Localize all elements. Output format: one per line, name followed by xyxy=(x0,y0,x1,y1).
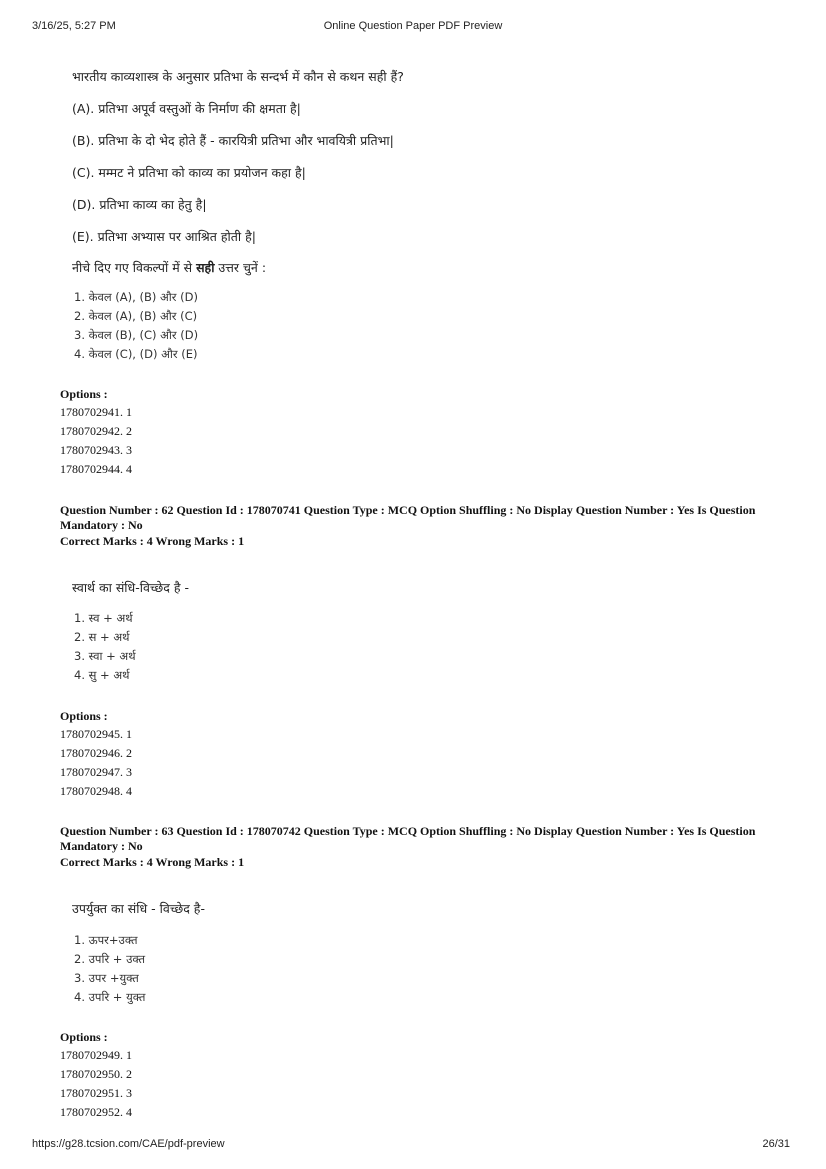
option-id: 1780702941. 1 xyxy=(60,405,132,419)
option-id: 1780702943. 3 xyxy=(60,443,132,457)
footer-url: https://g28.tcsion.com/CAE/pdf-preview xyxy=(32,1138,225,1150)
question-stem: स्वार्थ का संधि-विच्छेद है - xyxy=(72,580,189,595)
question-meta: Question Number : 63 Question Id : 178070742 Question Type : MCQ Option Shuffling : No Display Question Number : Yes Is Question Mandatory : No xyxy=(60,824,756,853)
question-marks: Correct Marks : 4 Wrong Marks : 1 xyxy=(60,534,245,548)
option-id: 1780702947. 3 xyxy=(60,765,132,779)
instruction-text: उत्तर चुनें : xyxy=(214,260,267,275)
answer-choice: 3. स्वा + अर्थ xyxy=(74,649,136,663)
answer-choice: 1. ऊपर+उक्त xyxy=(74,933,138,947)
question-meta: Question Number : 62 Question Id : 178070741 Question Type : MCQ Option Shuffling : No Display Question Number : Yes Is Question Mandatory : No xyxy=(60,503,756,532)
answer-choice: 4. उपरि + युक्त xyxy=(74,990,146,1004)
answer-choice: 4. सु + अर्थ xyxy=(74,668,130,682)
answer-choice: 3. उपर +युक्त xyxy=(74,971,139,985)
question-marks: Correct Marks : 4 Wrong Marks : 1 xyxy=(60,855,245,869)
question-statement: (E). प्रतिभा अभ्यास पर आश्रित होती है| xyxy=(72,229,256,244)
instruction-text: नीचे दिए गए विकल्पों में से xyxy=(72,260,197,275)
option-id: 1780702952. 4 xyxy=(60,1105,132,1119)
answer-choice: 2. केवल (A), (B) और (C) xyxy=(74,309,198,323)
option-id: 1780702946. 2 xyxy=(60,746,132,760)
question-statement: (B). प्रतिभा के दो भेद होते हैं - कारयित्री प्रतिभा और भावयित्री प्रतिभा| xyxy=(72,133,394,148)
instruction-emphasis: सही xyxy=(196,260,215,275)
question-instruction xyxy=(72,259,266,276)
answer-choice: 2. उपरि + उक्त xyxy=(74,952,146,966)
option-id: 1780702942. 2 xyxy=(60,424,132,438)
option-id: 1780702945. 1 xyxy=(60,727,132,741)
answer-choice: 4. केवल (C), (D) और (E) xyxy=(74,347,198,361)
print-datetime: 3/16/25, 5:27 PM xyxy=(32,20,116,32)
question-statement: (C). मम्मट ने प्रतिभा को काव्य का प्रयोजन कहा है| xyxy=(72,165,306,180)
answer-choice: 1. स्व + अर्थ xyxy=(74,611,133,625)
answer-choice: 1. केवल (A), (B) और (D) xyxy=(74,290,198,304)
option-id: 1780702944. 4 xyxy=(60,462,132,476)
answer-choice: 2. स + अर्थ xyxy=(74,630,130,644)
option-id: 1780702949. 1 xyxy=(60,1048,132,1062)
question-statement: (A). प्रतिभा अपूर्व वस्तुओं के निर्माण की क्षमता है| xyxy=(72,101,301,116)
options-label: Options : xyxy=(60,1030,108,1044)
question-statement: (D). प्रतिभा काव्य का हेतु है| xyxy=(72,197,207,212)
answer-choice: 3. केवल (B), (C) और (D) xyxy=(74,328,199,342)
options-label: Options : xyxy=(60,387,108,401)
question-stem: भारतीय काव्यशास्त्र के अनुसार प्रतिभा के सन्दर्भ में कौन से कथन सही हैं? xyxy=(72,69,404,84)
option-id: 1780702951. 3 xyxy=(60,1086,132,1100)
option-id: 1780702950. 2 xyxy=(60,1067,132,1081)
option-id: 1780702948. 4 xyxy=(60,784,132,798)
question-stem: उपर्युक्त का संधि - विच्छेद है- xyxy=(72,901,205,916)
options-label: Options : xyxy=(60,709,108,723)
page-number: 26/31 xyxy=(762,1138,790,1150)
page-title: Online Question Paper PDF Preview xyxy=(323,20,503,32)
